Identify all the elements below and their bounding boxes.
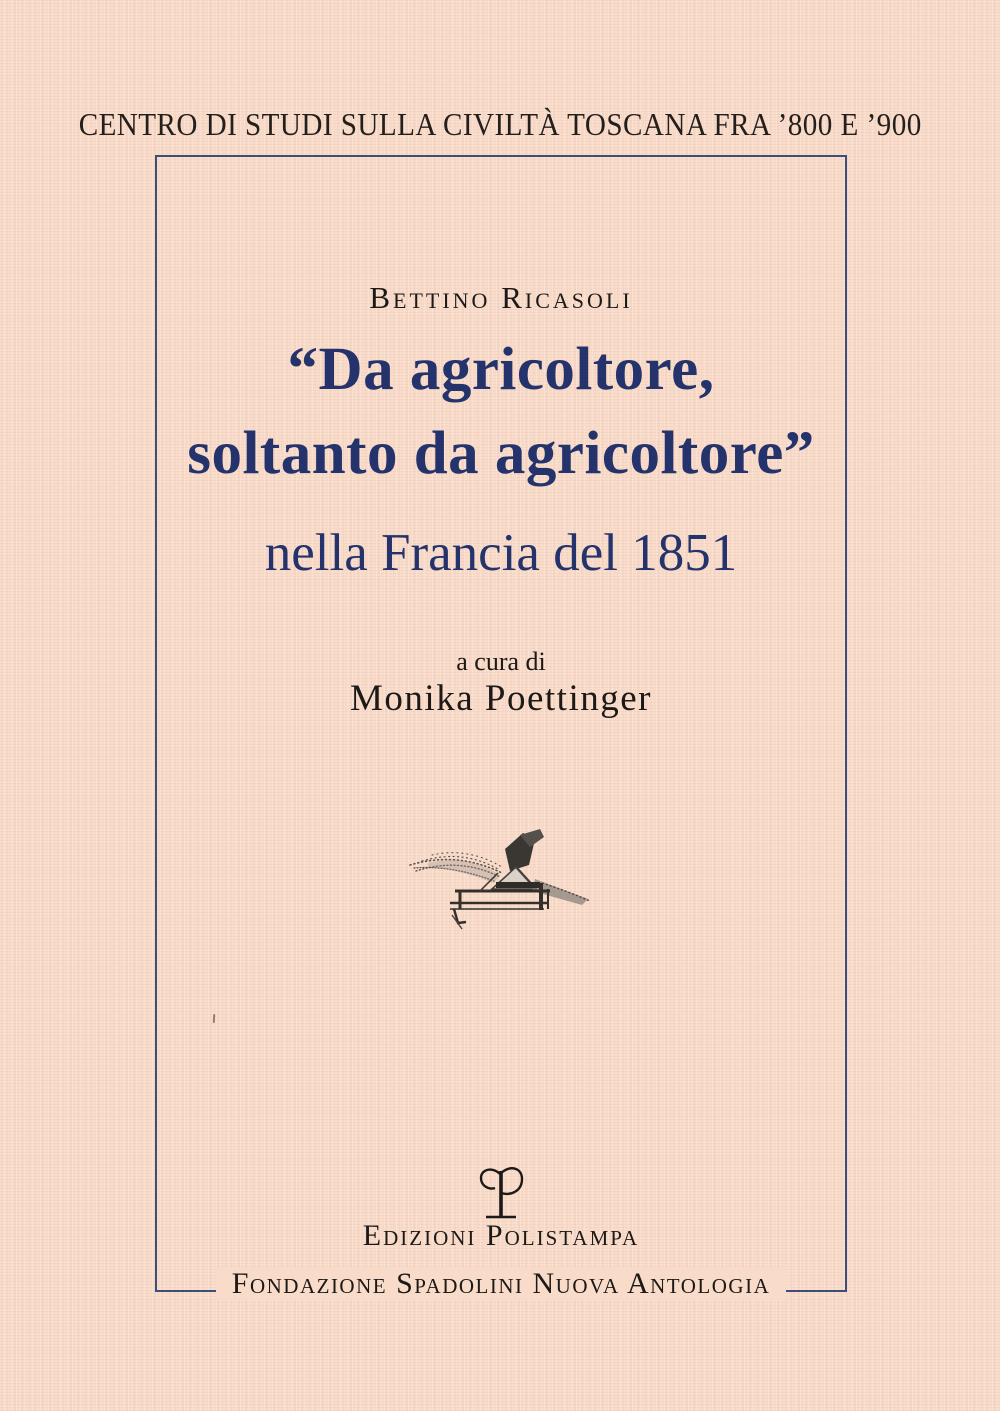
foundation-line bbox=[157, 1267, 845, 1306]
plow-engraving-icon bbox=[402, 825, 602, 947]
title-line-1: “Da agricoltore, bbox=[287, 336, 715, 403]
series-title bbox=[0, 106, 1000, 143]
editor-credit bbox=[157, 647, 845, 721]
series-title-text: CENTRO DI STUDI SULLA CIVILTÀ TOSCANA FRA ’800 E ’900 bbox=[78, 106, 922, 142]
print-speck bbox=[213, 1014, 215, 1023]
author-name: Bettino Ricasoli bbox=[369, 280, 633, 315]
foundation-label: Fondazione Spadolini Nuova Antologia bbox=[216, 1267, 786, 1301]
polistampa-logo-icon bbox=[476, 1165, 526, 1221]
editor-name: Monika Poettinger bbox=[350, 678, 652, 719]
cover-frame bbox=[155, 155, 847, 1300]
editor-prefix: a cura di bbox=[456, 647, 546, 676]
title-subtitle: nella Francia del 1851 bbox=[264, 524, 738, 582]
publisher-imprint: Edizioni Polistampa bbox=[362, 1219, 640, 1252]
title-line-2: soltanto da agricoltore” bbox=[187, 420, 815, 487]
